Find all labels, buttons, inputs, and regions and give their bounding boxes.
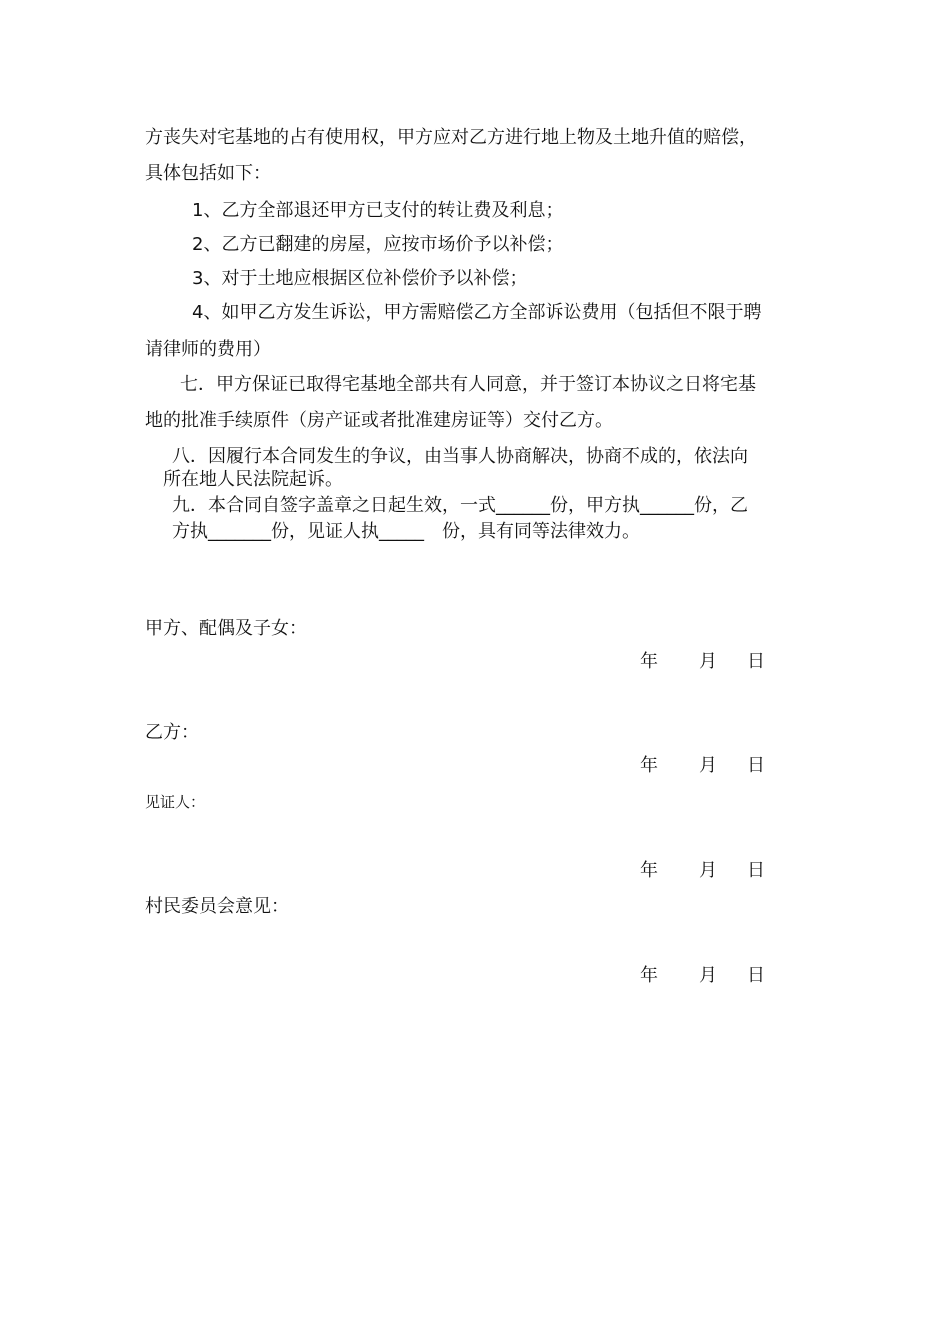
month-label: 月 [699,965,717,986]
date-line [640,965,780,987]
month-label: 月 [699,860,717,881]
party-a-label: 甲方、配偶及子女： [145,618,307,639]
body-line: 所在地人民法院起诉。 [163,469,343,490]
month-label: 月 [699,651,717,672]
party-b-label: 乙方： [145,722,199,743]
body-line: 方执_______份，见证人执_____ 份，具有同等法律效力。 [172,521,640,542]
year-label: 年 [640,651,658,672]
year-label: 年 [640,860,658,881]
body-line: 请律师的费用） [145,339,271,360]
date-line [640,755,780,777]
day-label: 日 [747,860,765,881]
clause-seven: 七．甲方保证已取得宅基地全部共有人同意，并于签订本协议之日将宅基 [180,374,756,395]
month-label: 月 [699,755,717,776]
list-item: 3、对于土地应根据区位补偿价予以补偿； [192,268,528,289]
list-item: 2、乙方已翻建的房屋，应按市场价予以补偿； [192,234,564,255]
clause-eight: 八．因履行本合同发生的争议，由当事人协商解决，协商不成的，依法向 [172,446,748,467]
day-label: 日 [747,965,765,986]
date-line [640,860,780,882]
day-label: 日 [747,755,765,776]
village-committee-label: 村民委员会意见： [145,896,289,917]
list-item: 4、如甲乙方发生诉讼，甲方需赔偿乙方全部诉讼费用（包括但不限于聘 [192,302,762,323]
body-line: 方丧失对宅基地的占有使用权，甲方应对乙方进行地上物及土地升值的赔偿， [145,127,757,148]
year-label: 年 [640,965,658,986]
body-line: 具体包括如下： [145,163,271,184]
witness-label: 见证人： [145,793,206,811]
clause-nine: 九．本合同自签字盖章之日起生效，一式______份，甲方执______份，乙 [172,495,748,516]
day-label: 日 [747,651,765,672]
year-label: 年 [640,755,658,776]
list-item: 1、乙方全部退还甲方已支付的转让费及利息； [192,200,564,221]
date-line [640,651,780,673]
body-line: 地的批准手续原件（房产证或者批准建房证等）交付乙方。 [145,410,613,431]
